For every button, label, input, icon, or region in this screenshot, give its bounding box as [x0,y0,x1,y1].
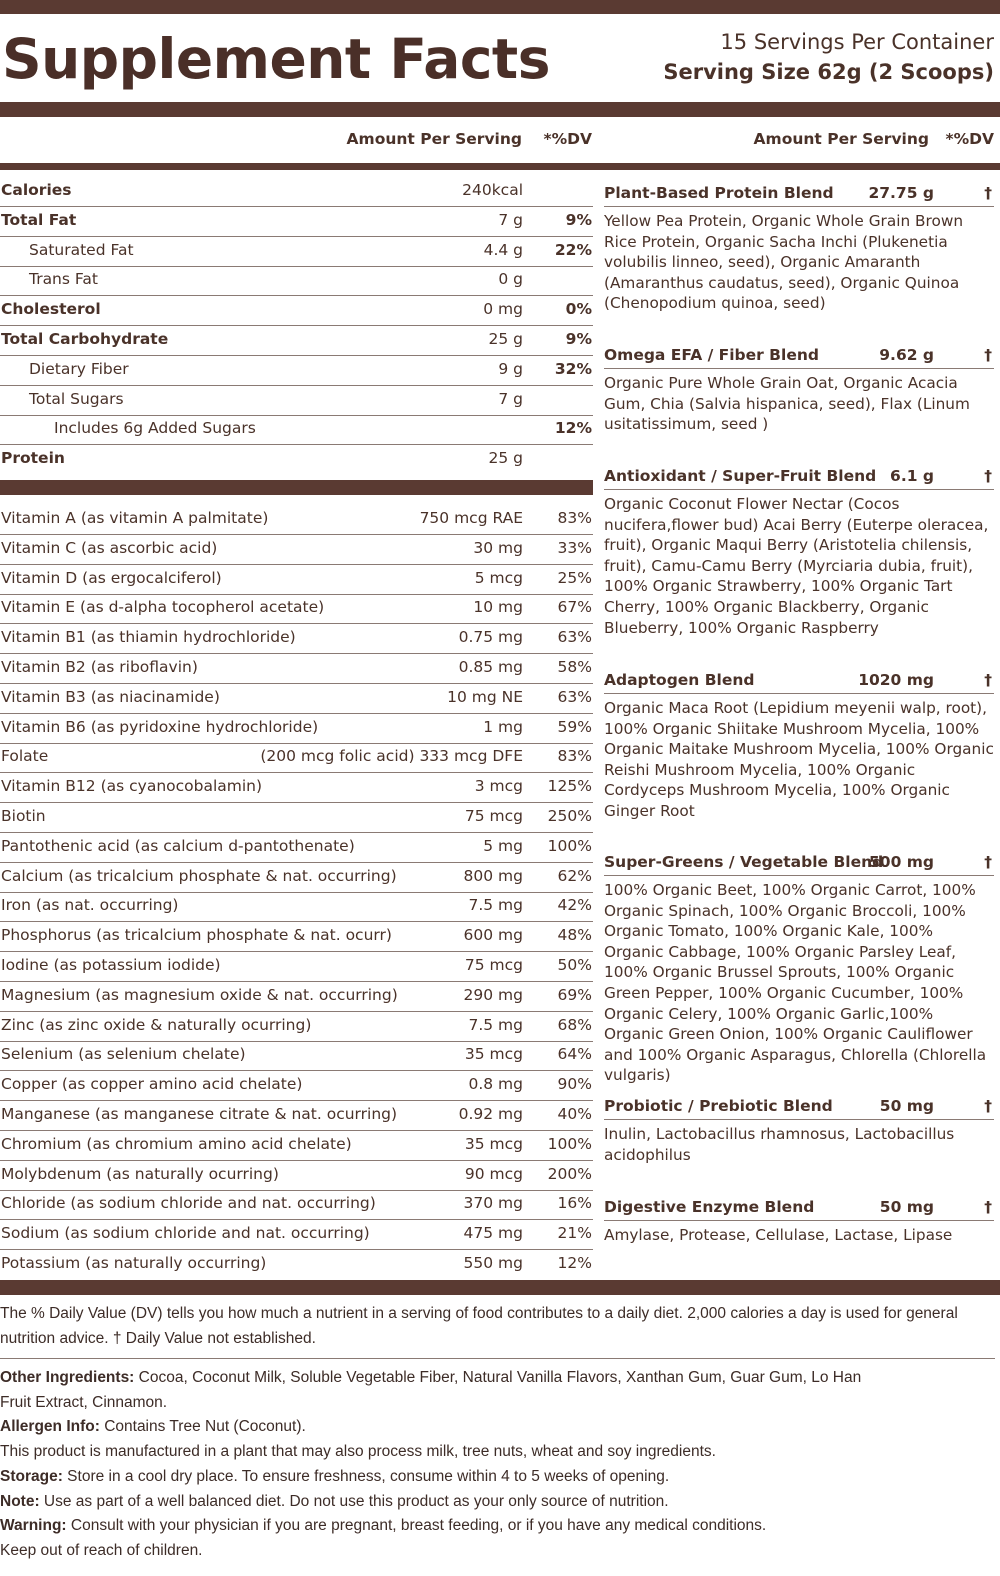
allergen-text: Contains Tree Nut (Coconut). [99,1418,306,1436]
vitamin-row [0,713,593,744]
vitamin-name: Pantothenic acid (as calcium d-pantothenate) [1,836,355,855]
vitamin-row [0,504,593,535]
nutrient-row [0,355,593,386]
vitamin-name: Vitamin C (as ascorbic acid) [1,538,218,557]
blend-name: Super-Greens / Vegetable Blend [604,853,884,871]
vitamin-amount: 90 mcg [464,1164,523,1183]
blend-ingredients: 100% Organic Beet, 100% Organic Carrot, 100% Organic Spinach, 100% Organic Broccoli, 100% Organic Tomato, 100% Organic Kale, 100% Organic Cabbage, 100% Organic Parsley Leaf, 100% Organic Brussel Sprouts, 100% Organic Green Pepper, 100% Organic Cucumber, 100% Organic Celery, 100% Organic Garlic,100% Organic Green Onion, 100% Organic Cauliflower and 100% Organic Asparagus, Chlorella (Chlorella vulgaris) [604,881,987,1085]
nutrient-dv: 22% [554,240,592,259]
nutrient-name: Total Fat [1,210,77,229]
nutrient-dv: 9% [565,330,592,348]
vitamin-dv: 58% [557,658,592,676]
blend-amount: 6.1 g [890,467,934,485]
vitamin-name: Copper (as copper amino acid chelate) [1,1075,303,1094]
other-ingredients [0,1366,870,1415]
note-label: Note: [0,1492,40,1510]
vitamin-name: Zinc (as zinc oxide & naturally ocurring) [1,1015,312,1034]
vitamin-row [0,653,593,684]
vitamin-amount: 35 mcg [464,1045,523,1064]
vitamin-amount: 800 mg [463,866,523,885]
vitamin-name: Biotin [1,807,46,825]
nutrient-name: Saturated Fat [29,240,134,259]
vitamin-dv: 68% [557,1015,592,1034]
allergen-info [0,1415,870,1440]
blend-dv: † [984,1198,992,1216]
vitamin-name: Potassium (as naturally occurring) [1,1254,267,1272]
blend-header [604,669,994,694]
vitamin-amount: 1 mg [483,717,523,736]
serving-size: Serving Size 62g (2 Scoops) [663,60,994,84]
blend-amount: 27.75 g [868,184,934,202]
blend-section [604,1095,994,1165]
facility-warning: This product is manufactured in a plant that may also process milk, tree nuts, wheat and soy ingredients. [0,1443,716,1461]
blend-dv: † [984,853,992,871]
vitamin-name: Vitamin A (as vitamin A palmitate) [1,509,269,527]
blend-ingredients: Inulin, Lactobacillus rhamnosus, Lactobacillus acidophilus [604,1125,955,1164]
nutrient-dv: 12% [554,419,592,438]
nutrient-name: Cholesterol [1,300,101,319]
blend-section [604,1196,994,1246]
vitamin-row [0,683,593,714]
vitamin-row [0,1040,593,1071]
vitamin-row [0,1100,593,1131]
left-amount-header: Amount Per Serving [346,130,522,148]
blend-section [604,669,994,822]
footnote-text: The % Daily Value (DV) tells you how much a nutrient in a serving of food contributes to a daily diet. 2,000 calories a day is used for general nutrition advice. † Daily Value not established. [0,1305,958,1347]
blend-name: Plant-Based Protein Blend [604,184,834,202]
warning-info [0,1514,870,1539]
vitamin-row [0,742,593,773]
nutrient-dv: 32% [554,359,592,378]
vitamin-dv: 25% [557,568,592,587]
nutrient-name: Dietary Fiber [29,359,129,378]
blend-header [604,182,994,207]
blend-name: Antioxidant / Super-Fruit Blend [604,467,877,485]
vitamin-row [0,921,593,952]
note-text: Use as part of a well balanced diet. Do not use this product as your only source of nutrition. [39,1492,669,1510]
vitamin-dv: 33% [557,538,592,557]
footnote-divider [0,1358,995,1359]
vitamin-amount: 3 mcg [474,777,523,796]
vitamin-row [0,1130,593,1161]
vitamin-row [0,981,593,1012]
vitamin-name: Sodium (as sodium chloride and nat. occurring) [1,1224,370,1243]
vitamin-name: Magnesium (as magnesium oxide & nat. occurring) [1,985,398,1004]
vitamin-dv: 16% [557,1194,592,1213]
vitamin-dv: 125% [547,777,592,796]
vitamin-amount: 10 mg NE [447,687,523,706]
vitamin-name: Selenium (as selenium chelate) [1,1045,246,1064]
storage-text: Store in a cool dry place. To ensure freshness, consume within 4 to 5 weeks of opening. [62,1467,670,1485]
blend-amount: 50 mg [879,1198,934,1216]
vitamin-amount: 0.85 mg [458,658,523,676]
vitamin-dv: 100% [547,1134,592,1153]
storage-label: Storage: [0,1467,63,1485]
vitamin-name: Manganese (as manganese citrate & nat. ocurring) [1,1105,398,1123]
nutrient-row [0,176,593,207]
vitamin-dv: 64% [557,1045,592,1064]
vitamin-row [0,534,593,565]
blend-dv: † [984,671,992,689]
blend-name: Probiotic / Prebiotic Blend [604,1097,833,1115]
blend-header [604,1196,994,1221]
vitamin-dv: 63% [557,628,592,647]
vitamin-row [0,832,593,863]
vitamin-dv: 100% [547,836,592,855]
nutrient-name: Total Sugars [29,389,124,408]
vitamin-dv: 12% [557,1254,592,1272]
top-bar [0,0,1000,14]
blend-amount: 500 mg [869,853,934,871]
vitamin-dv: 42% [557,896,592,915]
vitamin-amount: 290 mg [463,985,523,1004]
vitamin-amount: (200 mcg folic acid) 333 mcg DFE [260,747,523,766]
blend-name: Digestive Enzyme Blend [604,1198,815,1216]
vitamin-row [0,623,593,654]
vitamin-name: Vitamin B3 (as niacinamide) [1,687,220,706]
vitamin-row [0,1011,593,1042]
blend-name: Adaptogen Blend [604,671,755,689]
other-ingredients-label: Other Ingredients: [0,1369,135,1386]
note-info [0,1490,870,1515]
vitamin-row [0,593,593,624]
vitamin-name: Folate [1,747,49,766]
column-header-bar [0,163,1000,170]
nutrient-row [0,265,593,296]
vitamin-dv: 50% [557,956,592,974]
nutrient-amount: 7 g [498,389,523,408]
vitamin-amount: 475 mg [463,1224,523,1243]
vitamin-amount: 5 mcg [474,568,523,587]
nutrient-row [0,325,593,356]
nutrient-amount: 7 g [498,210,523,229]
vitamin-dv: 69% [557,985,592,1004]
vitamin-name: Chloride (as sodium chloride and nat. occurring) [1,1194,376,1213]
vitamin-row [0,1070,593,1101]
vitamin-amount: 7.5 mg [468,1015,523,1034]
vitamin-amount: 10 mg [473,598,523,617]
vitamin-name: Vitamin D (as ergocalciferol) [1,568,222,587]
vitamin-name: Vitamin B6 (as pyridoxine hydrochloride) [1,717,319,736]
vitamin-row [0,891,593,922]
vitamin-amount: 35 mcg [464,1134,523,1153]
nutrient-amount: 25 g [488,449,523,468]
nutrient-name: Total Carbohydrate [1,330,169,348]
nutrient-row [0,414,593,445]
vitamin-row [0,802,593,833]
vitamin-name: Chromium (as chromium amino acid chelate) [1,1134,352,1153]
vitamin-name: Calcium (as tricalcium phosphate & nat. occurring) [1,866,397,885]
vitamin-dv: 200% [547,1164,592,1183]
blend-amount: 9.62 g [879,346,934,364]
page-title: Supplement Facts [2,27,550,91]
vitamin-dv: 21% [557,1224,592,1243]
blend-header [604,851,994,876]
right-dv-header: *%DV [945,130,994,148]
vitamin-amount: 75 mcg [464,956,523,974]
vitamin-dv: 48% [557,926,592,945]
blend-dv: † [984,1097,992,1115]
nutrient-amount: 25 g [488,330,523,348]
nutrient-amount: 9 g [498,359,523,378]
nutrient-row [0,385,593,416]
nutrient-amount: 4.4 g [483,240,523,259]
nutrient-dv: 9% [565,210,592,229]
vitamin-amount: 0.8 mg [468,1075,523,1094]
vitamin-name: Vitamin B2 (as riboflavin) [1,658,198,676]
vitamin-name: Vitamin E (as d-alpha tocopherol acetate) [1,598,325,617]
vitamin-name: Vitamin B1 (as thiamin hydrochloride) [1,628,296,647]
blend-ingredients: Organic Coconut Flower Nectar (Cocos nucifera,flower bud) Acai Berry (Euterpe oleracea, fruit), Organic Maqui Berry (Aristotelia chilensis, fruit), Camu-Camu Berry (Myrciaria dubia, fruit), 100% Organic Strawberry, 100% Organic Tart Cherry, 100% Organic Blackberry, Organic Blueberry, 100% Organic Raspberry [604,495,989,637]
blend-ingredients: Amylase, Protease, Cellulase, Lactase, Lipase [604,1226,953,1244]
blend-amount: 1020 mg [858,671,934,689]
vitamin-row [0,772,593,803]
blend-ingredients: Yellow Pea Protein, Organic Whole Grain Brown Rice Protein, Organic Sacha Inchi (Plukenetia volubilis linneo, seed), Organic Amaranth (Amaranthus caudatus, seed), Organic Quinoa (Chenopodium quinoa, seed) [604,212,964,313]
right-amount-header: Amount Per Serving [753,130,929,148]
allergen-label: Allergen Info: [0,1418,100,1436]
nutrient-name: Protein [1,449,65,468]
servings-per-container: 15 Servings Per Container [720,30,994,54]
nutrient-amount: 0 mg [483,300,523,319]
vitamin-row [0,862,593,893]
blend-header [604,465,994,490]
vitamin-name: Vitamin B12 (as cyanocobalamin) [1,777,263,796]
other-ingredients-text: Cocoa, Coconut Milk, Soluble Vegetable Fiber, Natural Vanilla Flavors, Xanthan Gum, Guar Gum, Lo Han Fruit Extract, Cinnamon. [0,1369,862,1411]
nutrient-row [0,295,593,326]
vitamin-dv: 63% [557,687,592,706]
nutrient-row [0,206,593,237]
blend-dv: † [984,346,992,364]
nutrient-name: Trans Fat [29,270,98,289]
nutrient-name: Calories [1,181,72,199]
blend-section [604,182,994,314]
blend-amount: 50 mg [879,1097,934,1115]
nutrient-amount: 240kcal [462,181,523,199]
vitamin-amount: 550 mg [463,1254,523,1272]
vitamin-dv: 83% [557,509,592,527]
storage-info [0,1465,870,1490]
nutrient-dv: 0% [565,300,592,319]
vitamin-row [0,1160,593,1191]
vitamin-dv: 250% [547,807,592,825]
vitamin-divider-bar [0,480,593,495]
vitamin-amount: 75 mcg [464,807,523,825]
vitamin-amount: 750 mcg RAE [419,509,523,527]
product-info [0,1366,870,1564]
nutrient-row [0,236,593,267]
vitamin-row [0,951,593,982]
vitamin-row [0,1219,593,1250]
vitamin-name: Phosphorus (as tricalcium phosphate & nat. ocurr) [1,926,392,945]
vitamin-dv: 83% [557,747,592,766]
vitamin-dv: 67% [557,598,592,617]
vitamin-amount: 0.92 mg [458,1105,523,1123]
blend-dv: † [984,467,992,485]
blend-header [604,344,994,369]
vitamin-row [0,1189,593,1220]
vitamin-name: Molybdenum (as naturally ocurring) [1,1164,279,1183]
keep-out-notice: Keep out of reach of children. [0,1541,203,1559]
vitamin-row [0,1249,593,1279]
vitamin-amount: 7.5 mg [468,896,523,915]
vitamin-row [0,564,593,595]
vitamin-amount: 30 mg [473,538,523,557]
header-bar [0,102,1000,117]
vitamin-amount: 600 mg [463,926,523,945]
blend-ingredients: Organic Maca Root (Lepidium meyenii walp, root), 100% Organic Shiitake Mushroom Mycelia, 100% Organic Maitake Mushroom Mycelia, 100% Organic Reishi Mushroom Mycelia, 100% Organic Cordyceps Mushroom Mycelia, 100% Organic Ginger Root [604,699,994,820]
vitamin-dv: 62% [557,866,592,885]
nutrient-name: Includes 6g Added Sugars [54,419,256,438]
vitamin-dv: 90% [557,1075,592,1094]
blend-dv: † [984,184,992,202]
blend-name: Omega EFA / Fiber Blend [604,346,819,364]
vitamin-dv: 59% [557,717,592,736]
blend-ingredients: Organic Pure Whole Grain Oat, Organic Acacia Gum, Chia (Salvia hispanica, seed), Flax (Linum usitatissimum, seed ) [604,374,970,434]
blend-section [604,344,994,435]
nutrient-amount: 0 g [498,270,523,289]
dv-footnote [0,1302,990,1351]
warning-label: Warning: [0,1517,67,1535]
warning-text: Consult with your physician if you are pregnant, breast feeding, or if you have any medical conditions. [66,1517,767,1535]
vitamin-amount: 5 mg [483,836,523,855]
blend-section [604,465,994,638]
vitamin-dv: 40% [557,1105,592,1123]
blend-header [604,1095,994,1120]
left-dv-header: *%DV [543,130,592,148]
vitamin-name: Iodine (as potassium iodide) [1,956,221,974]
vitamin-amount: 370 mg [463,1194,523,1213]
vitamin-amount: 0.75 mg [458,628,523,647]
vitamin-name: Iron (as nat. occurring) [1,896,179,915]
blend-section [604,851,994,1086]
nutrient-row [0,444,593,474]
footer-bar [0,1280,1000,1295]
